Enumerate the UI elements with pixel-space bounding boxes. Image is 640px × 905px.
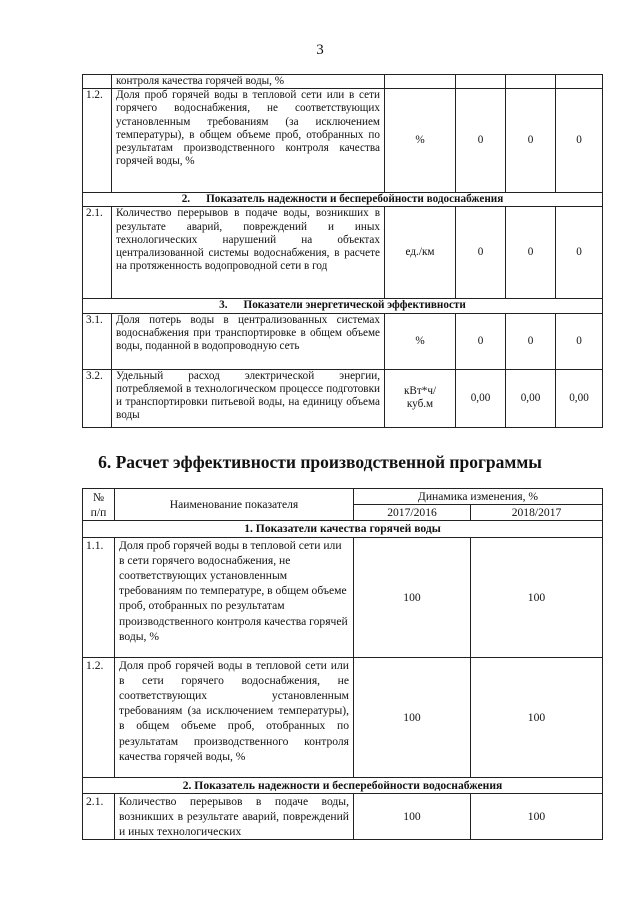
cell-value: 100 <box>354 537 471 657</box>
table-row <box>83 313 603 369</box>
header-row <box>83 489 603 505</box>
cell-value: 0 <box>456 207 506 299</box>
cell-unit: % <box>385 313 456 369</box>
cell-name: контроля качества горячей воды, % <box>112 75 385 89</box>
cell-num: 1.1. <box>83 537 115 657</box>
cell-value: 100 <box>471 657 603 777</box>
efficiency-table <box>82 488 603 840</box>
cell-value <box>556 75 603 89</box>
table-row <box>83 89 603 193</box>
cell-name: Удельный расход электрической энергии, потребляемой в технологическом процессе подготовки и транспортировки питьевой воды, на единицу объема воды <box>112 369 385 427</box>
section-title: 2. Показатель надежности и бесперебойности водоснабжения <box>83 777 603 793</box>
header-name: Наименование показателя <box>115 489 354 521</box>
table-row <box>83 369 603 427</box>
header-num-line: № <box>92 490 105 504</box>
unit-line: куб.м <box>406 398 434 411</box>
indicators-table <box>82 74 603 428</box>
header-num <box>83 489 115 521</box>
cell-num: 2.1. <box>83 793 115 840</box>
cell-value: 0,00 <box>506 369 556 427</box>
cell-value: 0 <box>506 207 556 299</box>
cell-value: 100 <box>471 793 603 840</box>
section-label: Показатель надежности и бесперебойности водоснабжения <box>206 193 504 206</box>
header-dynamics: Динамика изменения, % <box>354 489 603 505</box>
header-col: 2017/2016 <box>354 505 471 521</box>
cell-num <box>83 75 112 89</box>
cell-value: 0 <box>456 89 506 193</box>
header-num-line: п/п <box>90 505 107 519</box>
cell-name: Количество перерывов в подаче воды, возникших в результате аварий, повреждений и иных технологических <box>115 793 354 840</box>
cell-value <box>456 75 506 89</box>
cell-num: 2.1. <box>83 207 112 299</box>
table-row <box>83 793 603 840</box>
section-row <box>83 521 603 537</box>
section-heading: 6. Расчет эффективности производственной программы <box>98 452 542 472</box>
cell-num: 1.2. <box>83 657 115 777</box>
section-number: 3. <box>219 299 228 312</box>
cell-num: 3.1. <box>83 313 112 369</box>
cell-name: Доля потерь воды в централизованных системах водоснабжения при транспортировке в общем объеме воды, поданной в водопроводную сеть <box>112 313 385 369</box>
cell-value: 0,00 <box>456 369 506 427</box>
cell-value: 0,00 <box>556 369 603 427</box>
page-number: 3 <box>316 42 324 58</box>
section-label: Показатели энергетической эффективности <box>243 299 466 312</box>
section-title <box>83 299 603 313</box>
table-row <box>83 657 603 777</box>
cell-value: 0 <box>456 313 506 369</box>
header-col: 2018/2017 <box>471 505 603 521</box>
cell-value: 100 <box>354 793 471 840</box>
section-row <box>83 777 603 793</box>
cell-value: 0 <box>506 313 556 369</box>
cell-unit: % <box>385 89 456 193</box>
cell-num: 3.2. <box>83 369 112 427</box>
cell-value: 100 <box>354 657 471 777</box>
cell-name: Доля проб горячей воды в тепловой сети или в сети горячего водоснабжения, не соответствующих установленным требованиям по температуре, в общем объеме проб, отобранных по результатам производственного контроля качества горячей воды, % <box>115 537 354 657</box>
cell-value: 100 <box>471 537 603 657</box>
cell-value: 0 <box>556 207 603 299</box>
cell-num: 1.2. <box>83 89 112 193</box>
cell-value <box>506 75 556 89</box>
cell-unit <box>385 369 456 427</box>
section-title <box>83 193 603 207</box>
cell-name: Количество перерывов в подаче воды, возникших в результате аварий, повреждений и иных технологических нарушений на объектах централизованной системы водоснабжения, в расчете на протяженность водопроводной сети в год <box>112 207 385 299</box>
unit-line: кВт*ч/ <box>403 384 437 397</box>
cell-value: 0 <box>556 313 603 369</box>
cell-unit: ед./км <box>385 207 456 299</box>
cell-name: Доля проб горячей воды в тепловой сети или в сети горячего водоснабжения, не соответствующих установленным требованиям (за исключением температуры), в общем объеме проб, отобранных по результатам производственного контроля качества горячей воды, % <box>112 89 385 193</box>
table-row <box>83 207 603 299</box>
cell-value: 0 <box>506 89 556 193</box>
section-title: 1. Показатели качества горячей воды <box>83 521 603 537</box>
cell-value: 0 <box>556 89 603 193</box>
section-row <box>83 299 603 313</box>
table-row <box>83 75 603 89</box>
section-number: 2. <box>181 193 191 206</box>
section-row <box>83 193 603 207</box>
cell-unit <box>385 75 456 89</box>
cell-name: Доля проб горячей воды в тепловой сети или в сети горячего водоснабжения, не соответствующих установленным требованиям (за исключением температуры), в общем объеме проб, отобранных по результатам производственного контроля качества горячей воды, % <box>115 657 354 777</box>
table-row <box>83 537 603 657</box>
